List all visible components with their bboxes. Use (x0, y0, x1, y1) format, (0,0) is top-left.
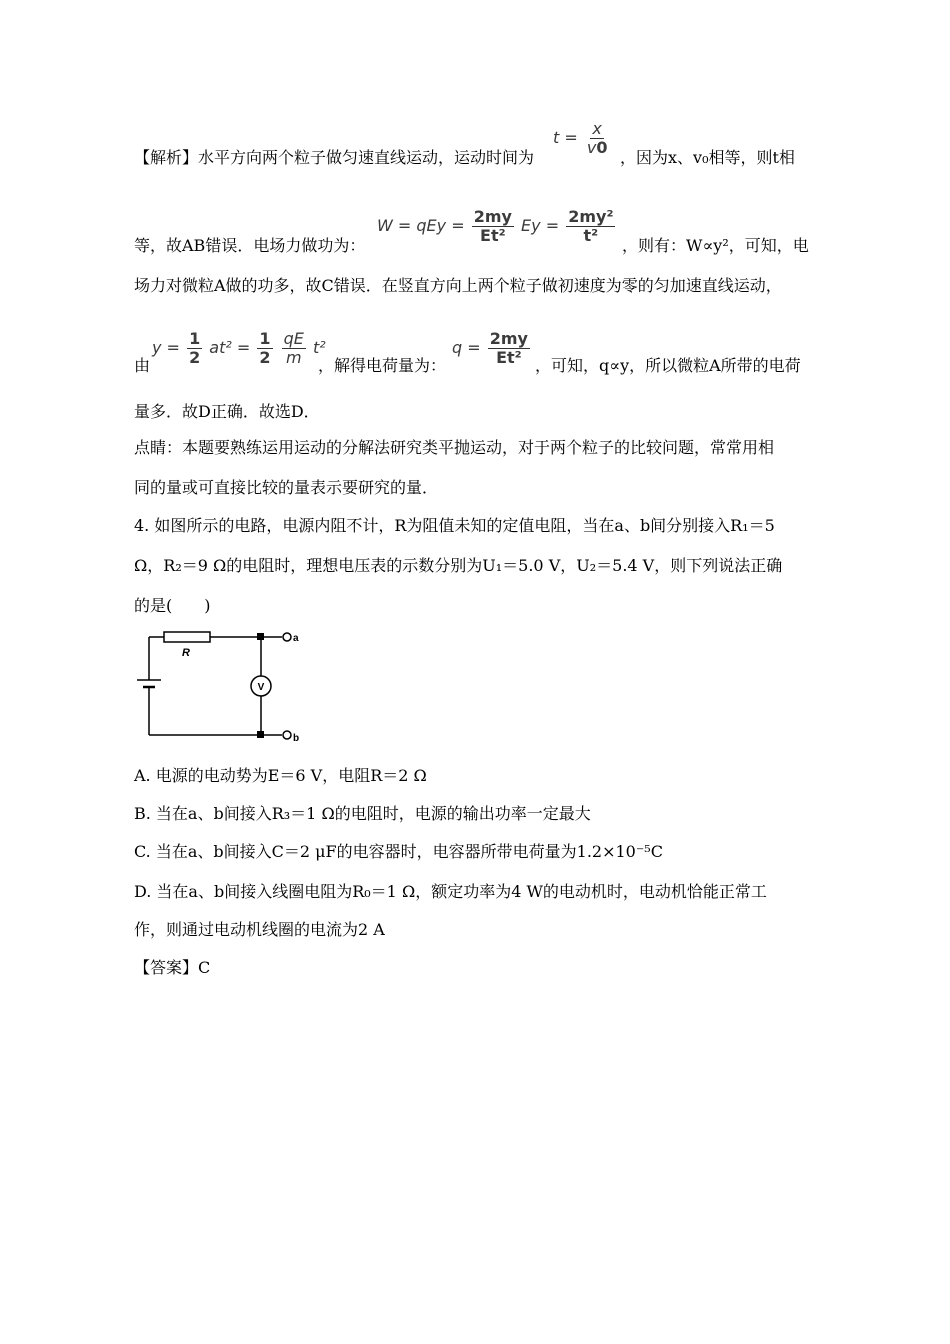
option-d-line-2: 作，则通过电动机线圈的电流为2 A (134, 920, 385, 939)
terminal-a (283, 633, 291, 641)
voltmeter-label: V (257, 682, 265, 693)
option-a: A. 电源的电动势为E＝6 V，电阻R＝2 Ω (134, 766, 427, 785)
analysis-line-1 (134, 148, 534, 168)
analysis-text-5: 量多．故D正确．故选D． (134, 402, 320, 421)
analysis-tail-4: ，可知，q∝y，所以微粒A所带的电荷 (535, 356, 801, 375)
analysis-mid-4: ，解得电荷量为： (318, 356, 447, 375)
option-c: C. 当在a、b间接入C＝2 μF的电容器时，电容器所带电荷量为1.2×10⁻⁵C (134, 842, 663, 861)
formula-displacement: y = $\frac{1}{2}$ at² = $\frac{1}{2}$ $\frac{qE}{m}$ t² (152, 329, 326, 367)
formula-work: W = qEy = $\frac{2my}{\text{Et²}}$ Ey = $\frac{\text{2my²}}{\text{t²}}$ (377, 207, 614, 245)
analysis-text-2: 等，故AB错误．电场力做功为： (134, 236, 366, 255)
option-d-line-1: D. 当在a、b间接入线圈电阻为R₀＝1 Ω，额定功率为4 W的电动机时，电动机恰能正常工 (134, 882, 767, 901)
question-4-line-1: 4. 如图所示的电路，电源内阻不计，R为阻值未知的定值电阻，当在a、b间分别接入R₁＝5 (134, 516, 775, 535)
terminal-b-label: b (293, 733, 300, 744)
analysis-text-1: 水平方向两个粒子做匀速直线运动，运动时间为 (198, 148, 535, 167)
question-4-line-2: Ω，R₂＝9 Ω的电阻时，理想电压表的示数分别为U₁＝5.0 V，U₂＝5.4 V，则下列说法正确 (134, 556, 783, 575)
answer: 【答案】C (134, 958, 211, 977)
circuit-diagram (134, 630, 304, 745)
tip-line-1: 点睛：本题要熟练运用运动的分解法研究类平抛运动，对于两个粒子的比较问题，常常用相 (134, 438, 775, 457)
formula-time: t = $\frac{x}{v0}$ (553, 119, 608, 157)
option-b: B. 当在a、b间接入R₃＝1 Ω的电阻时，电源的输出功率一定最大 (134, 804, 591, 823)
analysis-tail-1: ，因为x、v₀相等，则t相 (620, 148, 795, 167)
terminal-a-label: a (293, 633, 299, 644)
analysis-text-3: 场力对微粒A做的功多，故C错误．在竖直方向上两个粒子做初速度为零的匀加速直线运动， (134, 276, 782, 295)
analysis-pre-4: 由 (134, 356, 151, 375)
question-4-line-3: 的是( ) (134, 596, 211, 615)
tip-line-2: 同的量或可直接比较的量表示要研究的量． (134, 478, 439, 497)
analysis-label: 【解析】 (134, 148, 199, 167)
terminal-b (283, 731, 291, 739)
resistor-label: R (182, 647, 190, 659)
resistor-symbol (164, 632, 210, 642)
formula-charge: q = $\frac{2my}{\text{Et²}}$ (452, 329, 528, 367)
analysis-tail-2: ，则有：W∝y²，可知，电 (622, 236, 809, 255)
